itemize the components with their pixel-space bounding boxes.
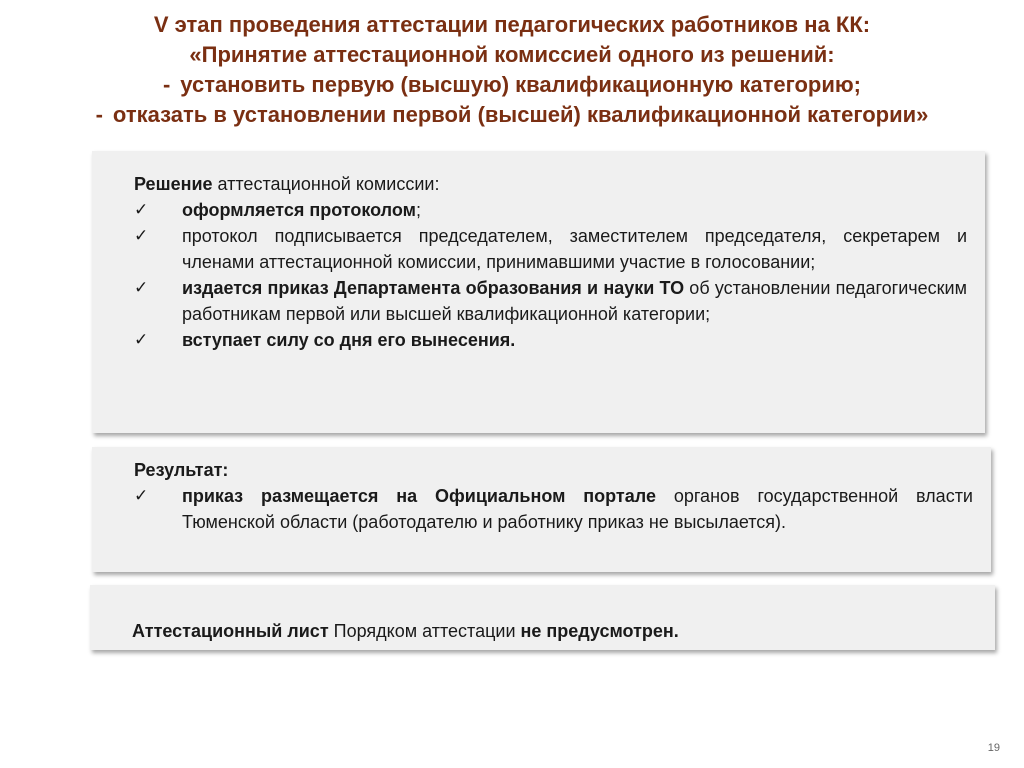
decision-item-bold: издается приказ Департамента образования и науки ТО bbox=[182, 278, 685, 298]
decision-item bbox=[134, 275, 967, 327]
result-box bbox=[92, 447, 991, 572]
check-icon: ✓ bbox=[134, 330, 149, 350]
page-number: 19 bbox=[987, 742, 1000, 754]
decision-heading bbox=[134, 171, 967, 197]
note-bold-2: не предусмотрен. bbox=[520, 621, 679, 641]
title-line-3-text: установить первую (высшую) квалификационную категорию; bbox=[180, 72, 862, 97]
check-icon: ✓ bbox=[134, 486, 149, 506]
decision-item-text: об установлении педагогическим работникам первой или высшей квалификационной категории; bbox=[182, 278, 967, 324]
check-icon: ✓ bbox=[134, 226, 149, 246]
title-line-3 bbox=[0, 70, 1024, 100]
title-line-4 bbox=[0, 100, 1024, 130]
result-list bbox=[134, 483, 973, 535]
decision-box bbox=[92, 151, 985, 433]
decision-item-text: протокол подписывается председателем, заместителем председателя, секретарем и членами аттестационной комиссии, принимавшими участие в голосовании; bbox=[182, 226, 967, 272]
decision-list bbox=[134, 197, 967, 353]
slide-title bbox=[0, 10, 1024, 130]
decision-item bbox=[134, 197, 967, 223]
decision-item-bold: оформляется протоколом bbox=[182, 200, 416, 220]
check-icon: ✓ bbox=[134, 278, 149, 298]
decision-item-text: ; bbox=[415, 200, 421, 220]
result-heading-text: Результат: bbox=[134, 460, 229, 480]
result-item-bold: приказ размещается на Официальном портале bbox=[182, 486, 656, 506]
title-dash: - bbox=[95, 102, 103, 127]
check-icon: ✓ bbox=[134, 200, 149, 220]
result-heading bbox=[134, 457, 973, 483]
decision-heading-bold: Решение bbox=[134, 174, 213, 194]
result-item-text: органов государственной власти Тюменской области (работодателю и работнику приказ не высылается). bbox=[182, 486, 973, 532]
title-line-1: V этап проведения аттестации педагогических работников на КК: bbox=[153, 12, 871, 37]
title-line-4-text: отказать в установлении первой (высшей) квалификационной категории» bbox=[112, 102, 929, 127]
decision-heading-rest: аттестационной комиссии: bbox=[212, 174, 440, 194]
note-box bbox=[90, 585, 995, 650]
title-dash: - bbox=[162, 72, 171, 97]
note-middle: Порядком аттестации bbox=[328, 621, 521, 641]
decision-item bbox=[134, 327, 967, 353]
decision-item bbox=[134, 223, 967, 275]
note-bold-1: Аттестационный лист bbox=[132, 621, 329, 641]
title-line-2: «Принятие аттестационной комиссией одного из решений: bbox=[189, 42, 835, 67]
note-text bbox=[132, 618, 977, 644]
result-item bbox=[134, 483, 973, 535]
decision-item-bold: вступает силу со дня его вынесения. bbox=[182, 330, 516, 350]
